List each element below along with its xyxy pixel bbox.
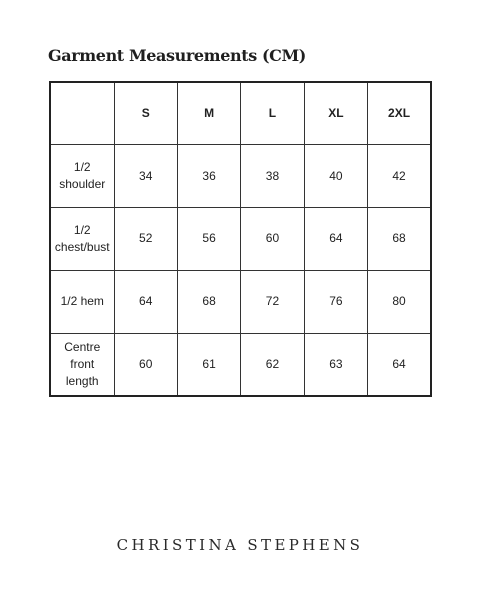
row-label bbox=[50, 333, 114, 396]
size-header: 2XL bbox=[368, 82, 431, 145]
size-header: L bbox=[241, 82, 304, 145]
table-cell: 42 bbox=[368, 145, 431, 208]
size-header: S bbox=[114, 82, 177, 145]
table-row bbox=[50, 145, 431, 208]
row-label-line: 1/2 hem bbox=[60, 294, 104, 309]
table-cell: 80 bbox=[368, 270, 431, 333]
row-label-line: shoulder bbox=[59, 177, 106, 192]
row-label-line: front bbox=[70, 356, 95, 371]
row-label-line: Centre bbox=[64, 339, 101, 354]
table-cell: 72 bbox=[241, 270, 304, 333]
table-cell: 52 bbox=[114, 208, 177, 271]
table-row bbox=[50, 208, 431, 271]
table-cell: 68 bbox=[177, 270, 240, 333]
table-cell: 56 bbox=[177, 208, 240, 271]
table-row bbox=[50, 270, 431, 333]
row-label bbox=[50, 270, 114, 333]
table-cell: 40 bbox=[304, 145, 367, 208]
table-cell: 60 bbox=[241, 208, 304, 271]
table-cell: 64 bbox=[304, 208, 367, 271]
measurements-table bbox=[49, 81, 432, 397]
table-cell: 60 bbox=[114, 333, 177, 396]
row-label-line: 1/2 bbox=[73, 222, 91, 237]
table-cell: 34 bbox=[114, 145, 177, 208]
row-label-line: 1/2 bbox=[73, 160, 91, 175]
row-label-line: chest/bust bbox=[54, 239, 110, 254]
table-header-row bbox=[50, 82, 431, 145]
row-label-line: length bbox=[65, 373, 99, 388]
table-cell: 63 bbox=[304, 333, 367, 396]
row-label bbox=[50, 208, 114, 271]
table-cell: 68 bbox=[368, 208, 431, 271]
row-label bbox=[50, 145, 114, 208]
page-title: Garment Measurements (CM) bbox=[48, 46, 306, 65]
table-cell: 64 bbox=[368, 333, 431, 396]
size-header: XL bbox=[304, 82, 367, 145]
table-row bbox=[50, 333, 431, 396]
table-cell: 64 bbox=[114, 270, 177, 333]
table-cell: 76 bbox=[304, 270, 367, 333]
table-cell: 62 bbox=[241, 333, 304, 396]
table-cell: 38 bbox=[241, 145, 304, 208]
table-cell: 36 bbox=[177, 145, 240, 208]
size-header: M bbox=[177, 82, 240, 145]
brand-wordmark: CHRISTINA STEPHENS bbox=[116, 536, 364, 554]
table-cell: 61 bbox=[177, 333, 240, 396]
table-corner-cell bbox=[50, 82, 114, 145]
